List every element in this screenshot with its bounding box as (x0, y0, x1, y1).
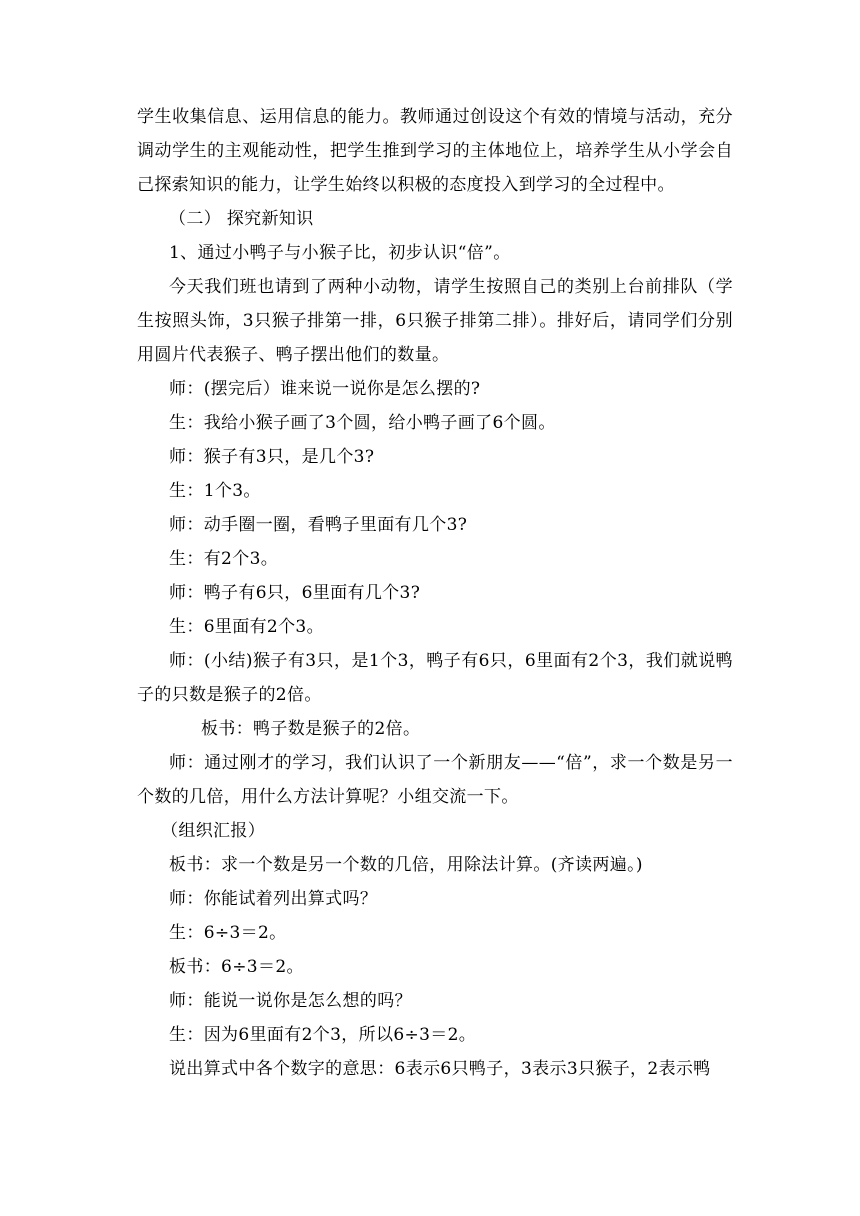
document-body (137, 100, 733, 1086)
dialogue-line: 生：6里面有2个3。 (169, 617, 324, 637)
dialogue-line: 生：我给小猴子画了3个圆，给小鸭子画了6个圆。 (169, 413, 556, 433)
board-note: 板书：鸭子数是猴子的2倍。 (201, 719, 421, 739)
dialogue-line: 师：猴子有3只，是几个3? (169, 447, 375, 467)
dialogue-line: 生：因为6里面有2个3，所以6÷3＝2。 (169, 1025, 477, 1045)
dialogue-line: 师：通过刚才的学习，我们认识了一个新朋友——“倍”，求一个数是另一个数的几倍，用什么方法计算呢？小组交流一下。 (137, 753, 733, 807)
dialogue-line: 师：动手圈一圈，看鸭子里面有几个3? (169, 515, 468, 535)
section-heading: （二） 探究新知识 (169, 209, 314, 229)
dialogue-line: 生：有2个3。 (169, 549, 279, 569)
stage-note: （组织汇报） (161, 821, 266, 841)
dialogue-summary: 师：(小结)猴子有3只，是1个3，鸭子有6只，6里面有2个3，我们就说鸭子的只数是猴子的2倍。 (137, 651, 733, 705)
subsection-heading: 1、通过小鸭子与小猴子比，初步认识“倍”。 (169, 243, 511, 263)
dialogue-line: 生：6÷3＝2。 (169, 923, 287, 943)
board-note: 板书：求一个数是另一个数的几倍，用除法计算。(齐读两遍。) (169, 855, 643, 875)
dialogue-line: 师：鸭子有6只，6里面有几个3? (169, 583, 421, 603)
dialogue-line: 师：(摆完后）谁来说一说你是怎么摆的? (169, 379, 481, 399)
dialogue-line: 师：你能试着列出算式吗？ (169, 889, 378, 909)
paragraph-activity: 今天我们班也请到了两种小动物，请学生按照自己的类别上台前排队（学生按照头饰，3只猴子排第一排，6只猴子排第二排）。排好后，请同学们分别用圆片代表猴子、鸭子摆出他们的数量。 (137, 277, 733, 365)
paragraph-intro-continued: 学生收集信息、运用信息的能力。教师通过创设这个有效的情境与活动，充分调动学生的主观能动性，把学生推到学习的主体地位上，培养学生从小学会自己探索知识的能力，让学生始终以积极的态度投入到学习的全过程中。 (137, 107, 733, 195)
dialogue-line: 师：能说一说你是怎么想的吗？ (169, 991, 412, 1011)
paragraph-explanation: 说出算式中各个数字的意思：6表示6只鸭子，3表示3只猴子，2表示鸭 (169, 1059, 711, 1079)
board-note: 板书：6÷3＝2。 (169, 957, 304, 977)
dialogue-line: 生：1个3。 (169, 481, 261, 501)
